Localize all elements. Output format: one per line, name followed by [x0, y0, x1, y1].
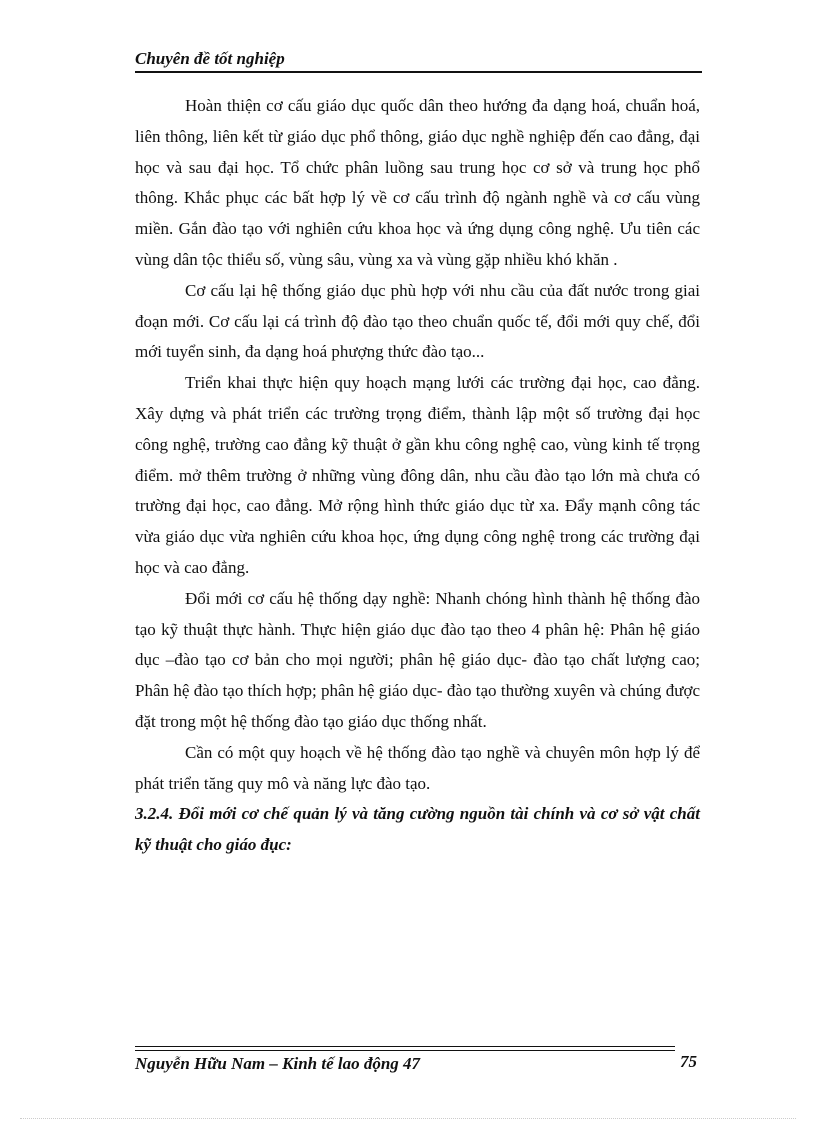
document-body [135, 91, 700, 861]
footer-rule-bottom [135, 1050, 675, 1051]
header-rule [135, 71, 702, 73]
paragraph-vocational-system: Đổi mới cơ cấu hệ thống dạy nghề: Nhanh chóng hình thành hệ thống đào tạo kỹ thuật thực hành. Thực hiện giáo dục đào tạo theo 4 phân hệ: Phân hệ giáo dục –đào tạo cơ bản cho mọi người; phân hệ giáo dục- đào tạo chất lượng cao; Phân hệ đào tạo thích hợp; phân hệ giáo dục- đào tạo thường xuyên và chúng được đặt trong một hệ thống đào tạo giáo dục thống nhất. [135, 588, 700, 731]
page-number: 75 [680, 1052, 697, 1071]
footer-rule-top [135, 1046, 675, 1047]
footer-author: Nguyễn Hữu Nam – Kinh tế lao động 47 [135, 1054, 421, 1073]
paragraph-restructure-system: Cơ cấu lại hệ thống giáo dục phù hợp với nhu cầu của đất nước trong giai đoạn mới. Cơ cấu lại cá trình độ đào tạo theo chuẩn quốc tế, đổi mới quy chế, đổi mới tuyển sinh, đa dạng hoá phượng thức đào tạo... [135, 280, 700, 362]
paragraph-university-network: Triển khai thực hiện quy hoạch mạng lưới các trường đại học, cao đẳng. Xây dựng và phát triển các trường trọng điểm, thành lập một số trường đại học công nghệ, trường cao đẳng kỹ thuật ở gần khu công nghệ cao, vùng kinh tế trọng điểm. mở thêm trường ở những vùng đông dân, nhu cầu đào tạo lớn mà chưa có trường đại học, cao đẳng. Mở rộng hình thức giáo dục từ xa. Đẩy mạnh công tác vừa giáo dục vừa nghiên cứu khoa học, ứng dụng công nghệ trong các trường đại học và cao đẳng. [135, 373, 700, 577]
paragraph-vocational-planning: Cần có một quy hoạch về hệ thống đào tạo nghề và chuyên môn hợp lý để phát triển tăng quy mô và năng lực đào tạo. [135, 742, 700, 793]
running-header-title: Chuyên đề tốt nghiệp [135, 49, 285, 68]
section-heading: 3.2.4. Đổi mới cơ chế quản lý và tăng cường nguồn tài chính và cơ sở vật chất kỹ thuật cho giáo đục: [135, 804, 700, 855]
page-bottom-edge [20, 1118, 796, 1119]
paragraph-education-structure: Hoàn thiện cơ cấu giáo dục quốc dân theo hướng đa dạng hoá, chuẩn hoá, liên thông, liên kết từ giáo dục phổ thông, giáo dục nghề nghiệp đến cao đẳng, đại học và sau đại học. Tổ chức phân luồng sau trung học cơ sở và trung học phổ thông. Khắc phục các bất hợp lý về cơ cấu trình độ ngành nghề và cơ cấu vùng miền. Gắn đào tạo với nghiên cứu khoa học và ứng dụng công nghệ. Ưu tiên các vùng dân tộc thiểu số, vùng sâu, vùng xa và vùng gặp nhiều khó khăn . [135, 96, 700, 269]
